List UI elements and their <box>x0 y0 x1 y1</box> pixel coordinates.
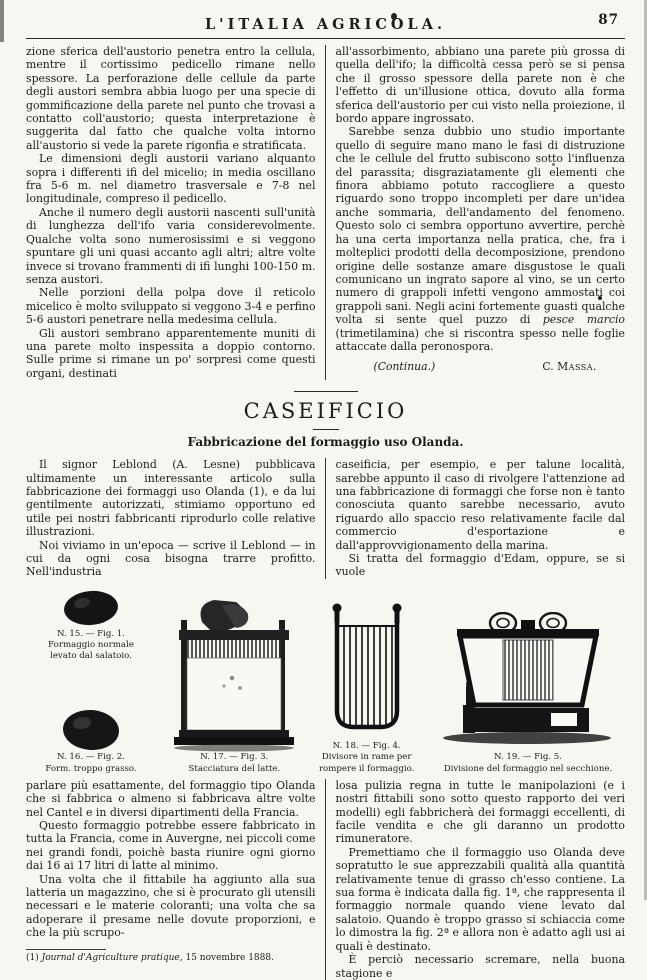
figure-4-copper-divider-image <box>324 601 410 741</box>
paragraph: È perciò necessario scremare, nella buona stagione e <box>335 953 625 980</box>
paragraph: parlare più esattamente, del formaggio tipo Olanda che si fabbrica o almeno si fabbricava altre volte nel Cantel e in diversi dipartimenti della Francia. <box>26 778 316 819</box>
figure-caption <box>45 752 136 774</box>
masthead <box>26 8 625 33</box>
author-initial: C. <box>542 360 558 374</box>
paragraph: Gli austori sembrano apparentemente muniti di una parete molto inspessita a doppio contorno. Sulle prime si rimane un po' sorpresi come questi organi, destinati <box>26 326 316 380</box>
figure-5-cheese-bucket-image <box>439 612 617 752</box>
paragraph <box>336 125 626 353</box>
article-subtitle: Fabbricazione del formaggio uso Olanda. <box>187 435 464 450</box>
paragraph: Le dimensioni degli austorii variano alquanto sopra i differenti ifi del micelio; in media oscillano fra 5-6 m. nel diametro trasversale e 7-8 nel longitudinale, compreso il pedicello. <box>26 152 316 206</box>
caption-line: N. 18. — Fig. 4. <box>332 741 401 752</box>
article-formaggio-body <box>26 779 625 980</box>
footnote-marker: (1) <box>26 952 42 963</box>
article2-right-column <box>326 458 626 579</box>
caption-line: N. 15. — Fig. 1. <box>56 628 126 639</box>
paragraph: caseificia, per esempio, e per talune località, sarebbe appunto il caso di rivolgere l'attenzione ad una fabbricazione di formaggi che forse non è tanto conosciuta quanto sarebbe necessario, avuto riguardo allo spaccio reso relativamente facile dal commercio d'esportazione e dall'approvvigionamento della marina. <box>335 458 625 552</box>
article-signature-row <box>336 353 626 373</box>
caption-line: N. 19. — Fig. 5. <box>493 752 562 763</box>
paragraph-text: (trimetilamina) che si riscontra spesso nelle foglie attaccate dalla peronospora. <box>335 326 625 353</box>
footnote-journal-title: Journal d'Agriculture pratique, <box>41 952 183 963</box>
caption-line: N. 17. — Fig. 3. <box>200 752 269 763</box>
caption-line: Divisore in rame per <box>321 752 412 763</box>
article1-right-column <box>326 45 626 380</box>
paragraph: Si tratta del formaggio d'Edam, oppure, se si vuole <box>335 552 625 579</box>
figures-band <box>28 589 623 775</box>
caption-line: rompere il formaggio. <box>318 763 415 774</box>
article-peronospora <box>26 45 625 380</box>
figure-3 <box>174 600 294 774</box>
figure-4 <box>319 601 414 775</box>
article1-left-column <box>26 45 326 380</box>
figure-caption <box>444 752 612 774</box>
paragraph: Anche il numero degli austorii nascenti sull'unità di lunghezza dell'ifo varia considerevolmente. Qualche volta sono numerosissimi e si veggono spuntare gli uni quasi accanto agli altri; altre volte invece si trovano frammenti di ifi lunghi 100-150 m. senza austori. <box>26 205 316 286</box>
figure-column-4 <box>315 589 419 775</box>
figure-caption <box>48 629 134 663</box>
paragraph: Questo formaggio potrebbe essere fabbricato in tutta la Francia, come in Auvergne, nei piccoli come nei grandi fondi, poichè basta riunire ogni giorno dai 16 ai 17 litri di latte al minimo. <box>26 819 316 873</box>
article3-left-column <box>26 779 326 980</box>
figure-caption <box>319 741 414 775</box>
paragraph: all'assorbimento, abbiano una parete più grossa di quella dell'ifo; la difficoltà cessa però se si pensa che il grosso spessore della parete non è che l'effetto di un'illusione ottica, dovuto alla forma sferica dell'austorio per cui visto nella proiezione, il bordo appare ingrossato. <box>335 45 625 126</box>
paragraph: Noi viviamo in un'epoca — scrive il Leblond — in cui da ogni cosa bisogna trarre profitto. Nell'industria <box>26 538 316 579</box>
footnote <box>26 953 316 965</box>
journal-title: L'ITALIA AGRICOLA. <box>204 16 447 33</box>
figure-2-cheese-fat-image <box>36 708 146 752</box>
author-signature <box>542 360 597 373</box>
author-name: Massa. <box>557 360 597 374</box>
caption-line: Divisione del formaggio nel secchione. <box>443 763 613 774</box>
paragraph: Nelle porzioni della polpa dove il reticolo micelico è molto sviluppato si veggono 3-4 e perfino 5-6 austori penetrare nella medesima cellula. <box>26 286 316 327</box>
figure-column-3 <box>168 589 300 775</box>
page-number: 87 <box>598 12 619 28</box>
paragraph: Una volta che il fittabile ha aggiunto alla sua latteria un magazzino, che si è procurato gli utensili necessari e le materie coloranti; una volta che sa adoperare il presame nelle dovute proporzioni, e che la più scrupo- <box>26 872 316 940</box>
masthead-rule <box>26 38 625 39</box>
paragraph-text: Sarebbe senza dubbio uno studio importante quello di seguire mano mano le fasi di distruzione che le cellule del frutto subiscono sotto l'influenza del parassita; disgraziatamente gli elementi che finora abbiamo potuto raccogliere a questo riguardo sono troppo incompleti per dare un'idea anche sommaria, dell'andamento del fenomeno. Questo solo ci sembra opportuno avvertire, perchè ha una certa importanza nella pratica, che, fra i molteplici prodotti della decomposizione, prendono origine delle sostanze amare disgustose le quali comunicano un ingrato sapore al vino, se un certo numero di grappoli infetti vengono ammostati coi grappoli sani. Negli acini fortemente guasti qualche volta si sente quel puzzo di <box>335 125 625 327</box>
figure-3-milk-sieve-image <box>174 600 294 752</box>
section-separator-rule <box>294 391 358 392</box>
article3-right-column <box>326 779 626 980</box>
paragraph: losa pulizia regna in tutte le manipolazioni (e i nostri fittabili sono sotto questo rapporto dei veri modelli) egli fabbricherà dei formaggi eccellenti, di facile vendita e che gli daranno un prodotto rimuneratore. <box>335 778 625 846</box>
figure-1 <box>36 589 146 663</box>
figure-caption <box>189 752 281 774</box>
figure-2 <box>36 708 146 774</box>
caption-line: Formaggio normale <box>48 639 134 650</box>
figure-column-5 <box>433 589 623 775</box>
continua-note: (Continua.) <box>373 360 436 374</box>
title-separator-rule <box>313 429 339 430</box>
paragraph: Premettiamo che il formaggio uso Olanda deve sopratutto le sue apprezzabili qualità alla quantità relativamente tenue di grasso ch'esso contiene. La sua forma è indicata dalla fig. 1ª, che rappresenta il formaggio normale quando viene levato dal salatoio. Quando è troppo grasso si schiaccia come lo dimostra la fig. 2ª e allora non è adatto agli usi ai quali è destinato. <box>335 845 625 953</box>
footnote-date: 15 novembre 1888. <box>182 952 274 963</box>
figure-1-cheese-normal-image <box>36 589 146 629</box>
caption-line: Stacciatura del latte. <box>188 763 281 774</box>
paragraph: zione sferica dell'austorio penetra entro la cellula, mentre il cortissimo pedicello rimane nello spessore. La perforazione delle cellule da parte degli austori sembra abbia luogo per una specie di gommificazione della parete nel punto che trovasi a contatto coll'austorio; questa interpretazione è suggerita dal fatto che qualche volta intorno all'austorio si vede la parete rigonfia e stratificata. <box>26 45 316 152</box>
figure-column-1-2 <box>28 589 154 775</box>
footnote-rule <box>26 949 106 950</box>
figure-5 <box>439 612 617 774</box>
section-title: CASEIFICIO <box>243 399 408 424</box>
article-formaggio-intro <box>26 458 625 579</box>
caption-line: levato dal salatoio. <box>50 651 132 662</box>
italic-phrase: pesce marcio <box>542 313 625 327</box>
paragraph: Il signor Leblond (A. Lesne) pubblicava ultimamente un interessante articolo sulla fabbricazione dei formaggi uso Olanda (1), e da lui gentilmente autorizzati, stimiamo opportuno ed utile pei nostri fabbricanti riprodurlo colle relative illustrazioni. <box>26 458 316 539</box>
caption-line: Form. troppo grasso. <box>45 763 137 774</box>
caption-line: N. 16. — Fig. 2. <box>56 752 126 763</box>
article2-left-column <box>26 458 326 579</box>
